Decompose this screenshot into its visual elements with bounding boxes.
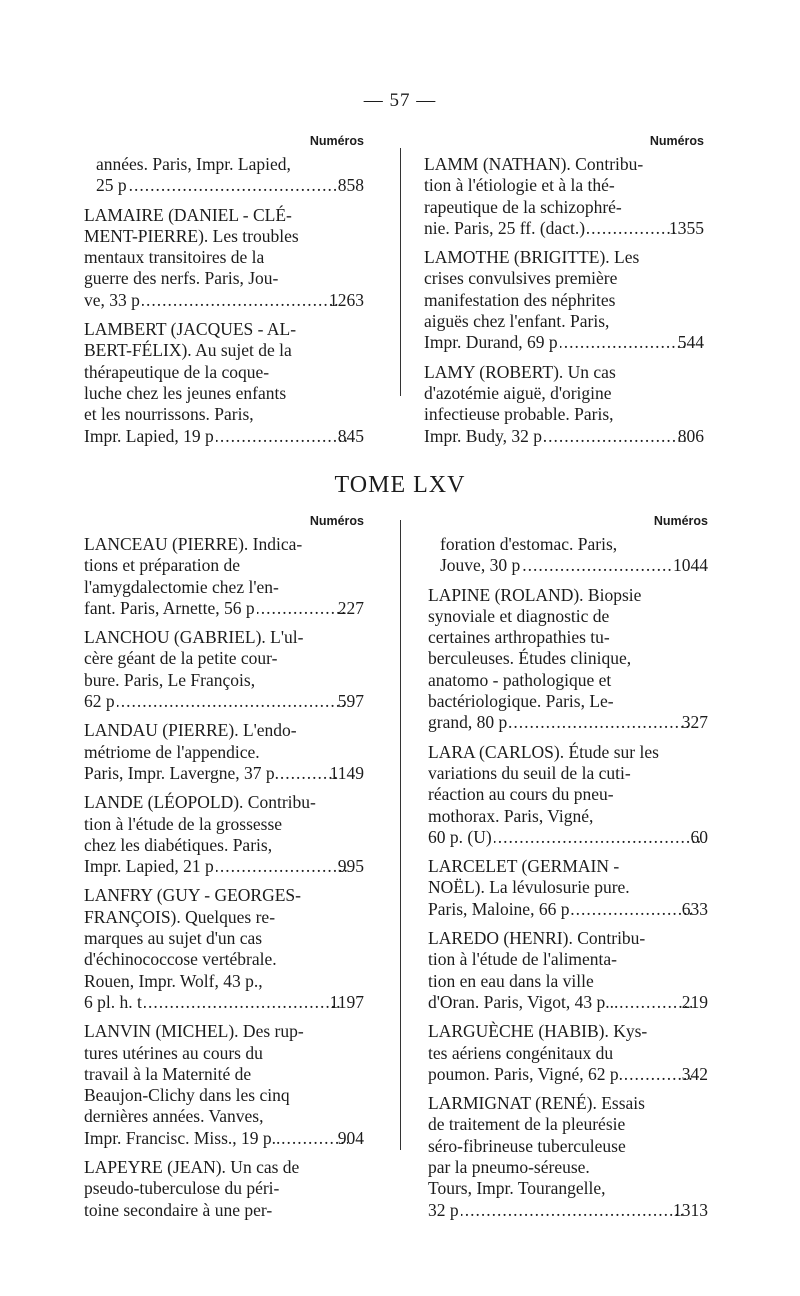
entry-line: Impr. Francisc. Miss., 19 p.. (84, 1127, 281, 1148)
leader-dots (571, 899, 691, 920)
entry-number: 845 (337, 425, 364, 446)
leader-dots (216, 856, 348, 877)
entry-number: 227 (337, 597, 364, 618)
entry-line: 60 p. (U) (428, 826, 492, 847)
entry-line: berculeuses. Études clinique, (428, 648, 632, 669)
leader-dots (142, 290, 339, 311)
entry-line: luche chez les jeunes enfants (84, 382, 287, 403)
leader-dots (144, 992, 340, 1013)
numeros-header: Numéros (649, 134, 704, 148)
entry-line: marques au sujet d'un cas (84, 928, 263, 949)
leader-dots (587, 218, 679, 239)
entry-number: 597 (337, 691, 364, 712)
entry-line: fant. Paris, Arnette, 56 p (84, 597, 255, 618)
entry-line: thérapeutique de la coque- (84, 361, 270, 382)
entry-number: 327 (681, 712, 708, 733)
entry-line: bure. Paris, Le François, (84, 669, 256, 690)
entry-line: grand, 80 p (428, 712, 508, 733)
entry-number: 1355 (669, 217, 704, 238)
leader-dots (509, 712, 692, 733)
entry-number: 633 (681, 898, 708, 919)
entry-line: FRANÇOIS). Quelques re- (84, 906, 276, 927)
entry-line: par la pneumo-séreuse. (428, 1157, 590, 1178)
entry-line: Impr. Lapied, 21 p (84, 856, 214, 877)
entry-line: synoviale et diagnostic de (428, 605, 610, 626)
entry-line: LAMM (NATHAN). Contribu- (424, 154, 644, 174)
entry-line: d'échinococcose vertébrale. (84, 949, 277, 970)
entry-line: Beaujon-Clichy dans les cinq (84, 1085, 290, 1106)
entry-line: l'amygdalectomie chez l'en- (84, 576, 279, 597)
entry-line: séro-fibrineuse tuberculeuse (428, 1135, 626, 1156)
leader-dots (494, 827, 701, 848)
entry-line: bactériologique. Paris, Le- (428, 691, 614, 712)
column-divider (400, 148, 401, 396)
entry-line: LARGUÈCHE (HABIB). Kys- (428, 1021, 648, 1042)
entry-line: LANCEAU (PIERRE). Indica- (84, 534, 303, 554)
leader-dots (544, 426, 688, 447)
bibliography-entry (428, 585, 708, 734)
bibliography-entry (428, 928, 708, 1013)
entry-line: 6 pl. h. t (84, 991, 142, 1012)
entry-line: guerre des nerfs. Paris, Jou- (84, 268, 279, 289)
entry-line: rapeutique de la schizophré- (424, 196, 622, 217)
entry-line: nie. Paris, 25 ff. (dact.) (424, 217, 586, 238)
entry-line: Impr. Budy, 32 p (424, 425, 542, 446)
entry-number: 858 (337, 175, 364, 196)
entry-line: pseudo-tuberculose du péri- (84, 1178, 280, 1199)
entry-line: mentaux transitoires de la (84, 247, 265, 268)
entry-number: 1313 (673, 1199, 708, 1220)
bibliography-entry (84, 154, 364, 197)
entry-number: 995 (337, 856, 364, 877)
entry-line: Rouen, Impr. Wolf, 43 p., (84, 970, 263, 991)
bibliography-entry (84, 885, 364, 1013)
entry-line: Jouve, 30 p (440, 555, 521, 576)
bibliography-entry (428, 1021, 708, 1085)
bibliography-entry (424, 247, 704, 353)
entry-line: mothorax. Paris, Vigné, (428, 805, 594, 826)
page-number: — 57 — (363, 90, 437, 111)
bibliography-entry (84, 205, 364, 311)
entry-line: foration d'estomac. Paris, (440, 534, 618, 554)
column-divider (400, 520, 401, 1150)
numeros-header: Numéros (309, 134, 364, 148)
entry-line: toine secondaire à une per- (84, 1199, 273, 1220)
leader-dots (560, 332, 688, 353)
leader-dots (216, 426, 348, 447)
entry-line: cère géant de la petite cour- (84, 648, 278, 669)
bibliography-entry (424, 362, 704, 447)
bibliography-entry (84, 319, 364, 447)
entry-line: BERT-FÉLIX). Au sujet de la (84, 340, 292, 361)
entry-number: 342 (681, 1063, 708, 1084)
entry-line: LANCHOU (GABRIEL). L'ul- (84, 627, 304, 648)
entry-line: 25 p (96, 175, 127, 196)
column-bottom-right (428, 514, 708, 1229)
entry-number: 904 (337, 1127, 364, 1148)
entry-line: variations du seuil de la cuti- (428, 762, 631, 783)
entry-line: infectieuse probable. Paris, (424, 404, 614, 425)
entry-line: LANFRY (GUY - GEORGES- (84, 885, 301, 906)
bibliography-entry (428, 1093, 708, 1221)
entry-number: 1263 (329, 289, 364, 310)
entry-line: réaction au cours du pneu- (428, 784, 614, 805)
entry-line: tes aériens congénitaux du (428, 1042, 614, 1063)
numeros-header: Numéros (653, 514, 708, 528)
entry-line: tures utérines au cours du (84, 1042, 263, 1063)
section-title: TOME LXV (334, 472, 466, 498)
entry-line: LANDAU (PIERRE). L'endo- (84, 720, 297, 741)
entry-line: ve, 33 p (84, 289, 140, 310)
bibliography-entry (84, 1021, 364, 1149)
entry-number: 1149 (329, 762, 364, 783)
entry-line: d'azotémie aiguë, d'origine (424, 382, 612, 403)
entry-line: manifestation des néphrites (424, 289, 616, 310)
entry-line: LAMY (ROBERT). Un cas (424, 361, 616, 382)
column-bottom-left (84, 514, 364, 1229)
entry-line: certaines arthropathies tu- (428, 627, 610, 648)
entry-line: LARCELET (GERMAIN - (428, 856, 620, 877)
entry-line: LARMIGNAT (RENÉ). Essais (428, 1093, 645, 1114)
entry-line: Paris, Maloine, 66 p (428, 898, 570, 919)
bibliography-entry (424, 154, 704, 239)
entry-line: tion à l'étiologie et à la thé- (424, 175, 615, 196)
entry-line: tions et préparation de (84, 555, 240, 576)
entry-line: Impr. Lapied, 19 p (84, 425, 214, 446)
entry-line: travail à la Maternité de (84, 1063, 252, 1084)
bibliography-entry (428, 534, 708, 577)
entry-line: LANDE (LÉOPOLD). Contribu- (84, 792, 316, 813)
entry-line: LAMAIRE (DANIEL - CLÉ- (84, 204, 292, 225)
entry-line: dernières années. Vanves, (84, 1106, 264, 1127)
entry-line: LAMOTHE (BRIGITTE). Les (424, 247, 640, 268)
column-top-right (424, 134, 704, 455)
entry-line: anatomo - pathologique et (428, 669, 612, 690)
leader-dots (461, 1200, 683, 1221)
bibliography-entry (84, 627, 364, 712)
entry-line: tion à l'étude de la grossesse (84, 813, 283, 834)
entry-line: LAMBERT (JACQUES - AL- (84, 319, 297, 340)
bibliography-entry (428, 742, 708, 848)
entry-line: 62 p (84, 691, 115, 712)
entry-number: 60 (690, 826, 708, 847)
entry-line: années. Paris, Impr. Lapied, (96, 154, 291, 174)
numeros-header: Numéros (309, 514, 364, 528)
entry-number: 544 (677, 332, 704, 353)
entry-line: 32 p (428, 1199, 459, 1220)
entry-line: métriome de l'appendice. (84, 741, 260, 762)
entry-line: aiguës chez l'enfant. Paris, (424, 311, 610, 332)
entry-line: LAPINE (ROLAND). Biopsie (428, 584, 642, 605)
bibliography-entry (84, 1157, 364, 1221)
entry-line: chez les diabétiques. Paris, (84, 834, 273, 855)
entry-number: 1044 (673, 555, 708, 576)
entry-line: crises convulsives première (424, 268, 618, 289)
entry-line: LAREDO (HENRI). Contribu- (428, 928, 646, 949)
entry-line: MENT-PIERRE). Les troubles (84, 225, 299, 246)
leader-dots (522, 555, 671, 576)
entry-number: 1197 (329, 991, 364, 1012)
entry-line: Impr. Durand, 69 p (424, 332, 558, 353)
bibliography-entry (84, 792, 364, 877)
entry-line: LAPEYRE (JEAN). Un cas de (84, 1157, 300, 1178)
entry-line: LANVIN (MICHEL). Des rup- (84, 1021, 304, 1042)
entry-line: poumon. Paris, Vigné, 62 p. (428, 1063, 624, 1084)
column-top-left (84, 134, 364, 455)
entry-line: Paris, Impr. Lavergne, 37 p. (84, 762, 280, 783)
leader-dots (257, 598, 348, 619)
bibliography-entry (84, 720, 364, 784)
entry-line: d'Oran. Paris, Vigot, 43 p... (428, 991, 619, 1012)
entry-line: LARA (CARLOS). Étude sur les (428, 741, 659, 762)
entry-number: 806 (677, 425, 704, 446)
bibliography-entry (84, 534, 364, 619)
entry-number: 219 (681, 991, 708, 1012)
entry-line: tion en eau dans la ville (428, 970, 594, 991)
entry-line: et les nourrissons. Paris, (84, 404, 254, 425)
entry-line: de traitement de la pleurésie (428, 1114, 626, 1135)
leader-dots (129, 175, 336, 196)
leader-dots (117, 691, 348, 712)
entry-line: NOËL). La lévulosurie pure. (428, 877, 630, 898)
bibliography-entry (428, 856, 708, 920)
entry-line: Tours, Impr. Tourangelle, (428, 1178, 606, 1199)
entry-line: tion à l'étude de l'alimenta- (428, 949, 618, 970)
